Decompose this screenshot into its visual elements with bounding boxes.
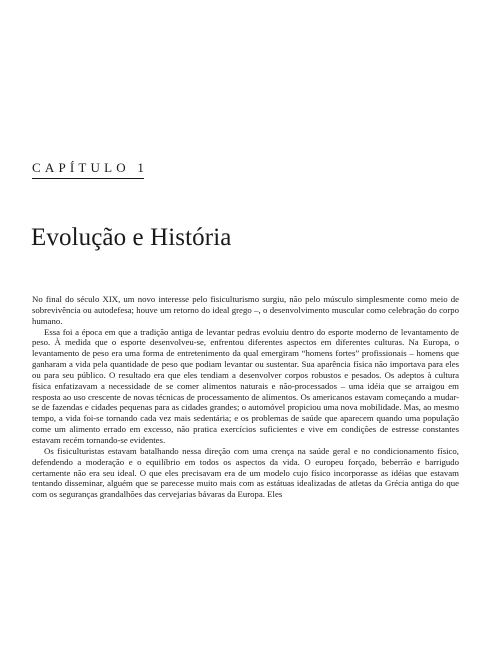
paragraph-2: Essa foi a época em que a tradição antiga de levantar pedras evoluiu dentro do esporte moderno de levantamento de peso. À medida que o esporte desenvolveu-se, enfrentou diferentes aspectos em diferentes culturas. Na Europa, o levantamento de peso era uma forma de entretenimento da qual emergiram “homens fortes” profissionais – homens que ganharam a vida pela quantidade de peso que podiam levantar ou sustentar. Sua aparência física não importava para eles ou para seu público. O resultado era que eles tendiam a desenvolver corpos robustos e pesados. Os adeptos à cultura física enfatizavam a necessidade de se comer alimentos naturais e não-processados – uma idéia que se arraigou em resposta ao uso crescente de novas técnicas de processamento de alimentos. Os americanos estavam começando a mudar-se de fazendas e cidades pequenas para as cidades grandes; o automóvel propiciou uma nova mobilidade. Mas, ao mesmo tempo, a vida foi-se tornando cada vez mais sedentária; e os problemas de saúde que aparecem quando uma população come um alimento errado em excesso, não pratica exercícios suficientes e vive em condições de estresse constantes estavam recém tornando-se evidentes. bbox=[32, 326, 459, 445]
chapter-rule bbox=[32, 178, 144, 179]
paragraph-1: No final do século XIX, um novo interesse pelo fisiculturismo surgiu, não pelo músculo simplesmente como meio de sobrevivência ou autodefesa; houve um retorno do ideal grego –, o desenvolvimento muscular como celebração do corpo humano. bbox=[32, 294, 459, 326]
paragraph-3: Os fisiculturistas estavam batalhando nessa direção com uma crença na saúde geral e no condicionamento físico, defendendo a moderação e o equilíbrio em todos os aspectos da vida. O europeu forçado, beberrão e barrigudo certamente não era seu ideal. O que eles precisavam era de um modelo cujo físico incorporasse as idéias que estavam tentando disseminar, alguém que se parecesse muito mais com as estátuas idealizadas de atletas da Grécia antiga do que com os seguranças grandalhões das cervejarias bávaras da Europa. Eles bbox=[32, 445, 459, 500]
body-text bbox=[32, 294, 459, 500]
chapter-title: Evolução e História bbox=[31, 224, 232, 251]
chapter-label: CAPÍTULO 1 bbox=[32, 160, 149, 175]
